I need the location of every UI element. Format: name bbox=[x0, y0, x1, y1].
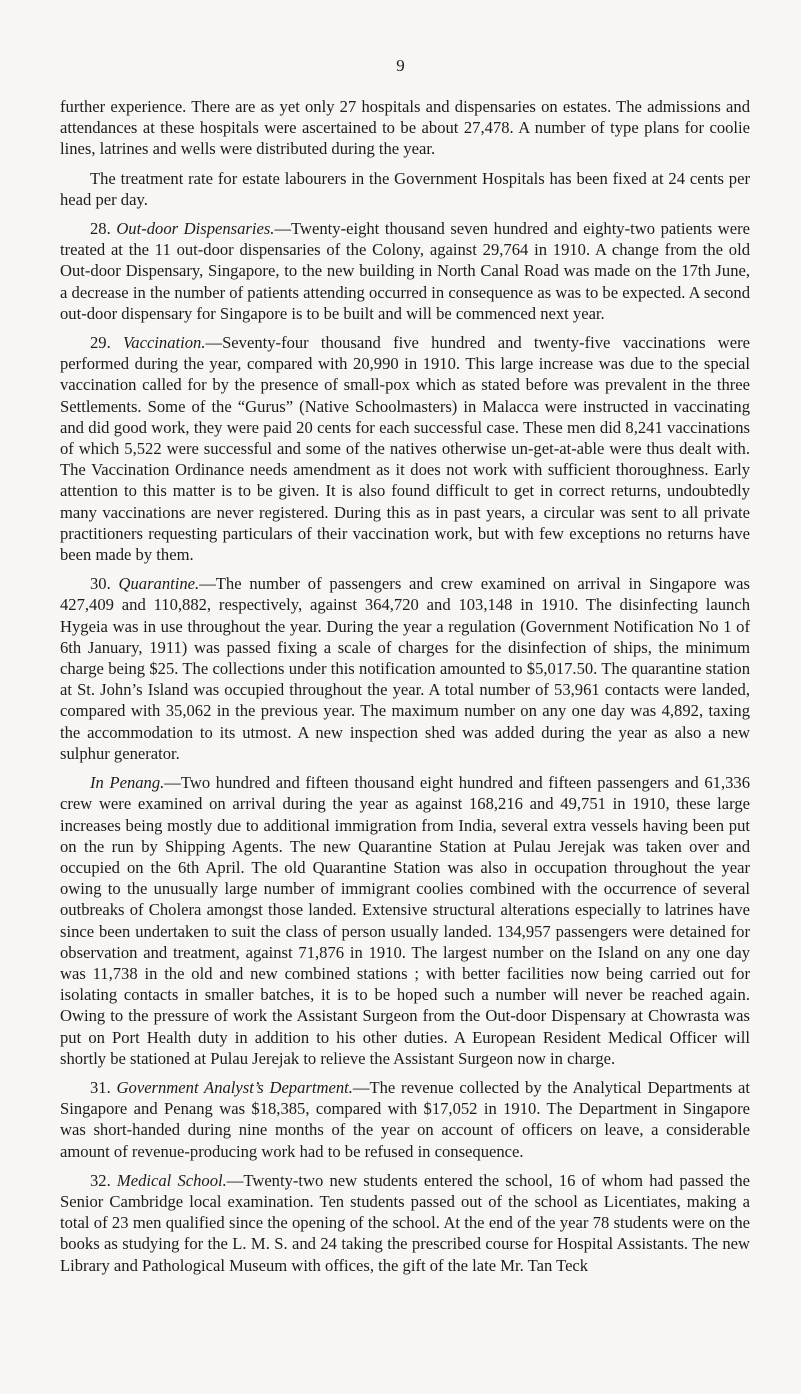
page-number: 9 bbox=[396, 56, 405, 75]
paragraph-number: 29. bbox=[90, 333, 111, 353]
paragraph-text: —Twenty-two new students entered the school, 16 of whom had passed the Senior Cambridge local examination. Ten students passed out of the school as Licentiates, making a total of 23 men qualified since the opening of the school. At the end of the year 78 students were on the books as studying for the L. M. S. and 24 taking the prescribed course for Hospital Assistants. The new Library and Pathological Museum with offices, the gift of the late Mr. Tan Teck bbox=[60, 1170, 751, 1275]
paragraph-text: —Two hundred and fifteen thousand eight hundred and fifteen passengers and 61,336 crew were examined on arrival during the year as against 168,216 and 49,751 in 1910, these large increases being mostly due to additional immigration from India, several extra vessels having been put on the run by Shipping Agents. The new Quarantine Station at Pulau Jerejak was taken over and occupied on the 6th April. The old Quarantine Station was also in occupation throughout the year owing to the unusually large number of immigrant coolies combined with the occurrence of several outbreaks of Cholera amongst those landed. Extensive structural alterations especially to latrines have since been undertaken to suit the class of person usually landed. 134,957 passengers were detained for observation and treatment, against 71,876 in 1910. The largest number on the Island on any one day was 11,738 in the old and new combined stations ; with better facilities now being carried out for isolating contacts in smaller batches, it is to be hoped such a number will never be reached again. Owing to the pressure of work the Assistant Surgeon from the Out-door Dispensary at Chowrasta was put on Port Health duty in addition to his other duties. A European Resident Medical Officer will shortly be stationed at Pulau Jerejak to relieve the Assistant Surgeon now in charge. bbox=[60, 773, 750, 1068]
paragraph-text: —The number of passengers and crew examined on arrival in Singapore was 427,409 and 110,882, respectively, against 364,720 and 103,148 in 1910. The disinfecting launch Hygeia was in use throughout the year. During the year a regulation (Government Notification No 1 of 6th January, 1911) was passed fixing a scale of charges for the disinfection of ships, the minimum charge being $25. The collections under this notification amounted to $5,017.50. The quarantine station at St. John’s Island was occupied throughout the year. A total number of 53,961 contacts were landed, compared with 35,062 in the previous year. The maximum number on any one day was 4,892, taxing the accommodation to its utmost. A new inspection shed was added during the year as also a new sulphur generator. bbox=[60, 574, 750, 763]
paragraph-continuation bbox=[60, 96, 750, 160]
paragraph-text: further experience. There are as yet only 27 hospitals and dispensaries on estates. The admissions and attendances at these hospitals were ascertained to be about 27,478. A number of type plans for coolie lines, latrines and wells were distributed during the year. bbox=[60, 97, 750, 159]
paragraph-vaccination bbox=[60, 332, 750, 565]
paragraph-heading: In Penang. bbox=[90, 773, 165, 793]
paragraph-text: The treatment rate for estate labourers in the Government Hospitals has been fixed at 24 cents per head per day. bbox=[60, 168, 750, 209]
paragraph-text: —Seventy-four thousand five hundred and twenty-five vaccinations were performed during the year, compared with 20,990 in 1910. This large increase was due to the special vaccination called for by the presence of small-pox which as stated before was prevalent in the three Settlements. Some of the “Gurus” (Native Schoolmasters) in Malacca were instructed in vaccinating and did good work, they were paid 20 cents for each successful case. These men did 8,241 vaccinations of which 5,522 were successful and some of the natives otherwise un-get-at-able were thus dealt with. The Vaccination Ordinance needs amendment as it does not work with sufficient thoroughness. Early attention to this matter is to be given. It is also found difficult to get in correct returns, undoubtedly many vaccinations are never registered. During this as in past years, a circular was sent to all private practitioners requesting particulars of their vaccination work, but with few exceptions no returns have been made by them. bbox=[60, 333, 750, 565]
paragraph-heading: Government Analyst’s Department. bbox=[116, 1077, 353, 1097]
paragraph-outdoor-dispensaries bbox=[60, 218, 750, 324]
paragraph-number: 32. bbox=[90, 1170, 111, 1190]
paragraph-number: 28. bbox=[90, 219, 111, 239]
paragraph-heading: Vaccination. bbox=[122, 333, 206, 353]
paragraph-government-analyst bbox=[60, 1077, 750, 1162]
paragraph-medical-school bbox=[60, 1170, 750, 1276]
paragraph-treatment-rate bbox=[60, 168, 750, 210]
paragraph-quarantine bbox=[60, 573, 750, 764]
paragraph-heading: Medical School. bbox=[116, 1170, 227, 1190]
paragraph-number: 30. bbox=[90, 574, 111, 594]
paragraph-heading: Quarantine. bbox=[118, 574, 200, 594]
paragraph-text: —Twenty-eight thousand seven hundred and eighty-two patients were treated at the 11 out-door dispensaries of the Colony, against 29,764 in 1910. A change from the old Out-door Dispensary, Singapore, to the new building in North Canal Road was made on the 17th June, a decrease in the number of patients attending occurred in consequence as was to be expected. A second out-door dispensary for Singapore is to be built and will be commenced next year. bbox=[60, 219, 750, 323]
paragraph-penang bbox=[60, 772, 750, 1069]
paragraph-number: 31. bbox=[90, 1077, 111, 1097]
body-text bbox=[60, 96, 750, 1276]
paragraph-heading: Out-door Dispensaries. bbox=[116, 219, 275, 239]
paragraph-text: —The revenue collected by the Analytical Departments at Singapore and Penang was $18,385, compared with $17,052 in 1910. The Department in Singapore was short-handed during nine months of the year on account of officers on leave, a considerable amount of revenue-producing work had to be refused in consequence. bbox=[60, 1077, 750, 1161]
